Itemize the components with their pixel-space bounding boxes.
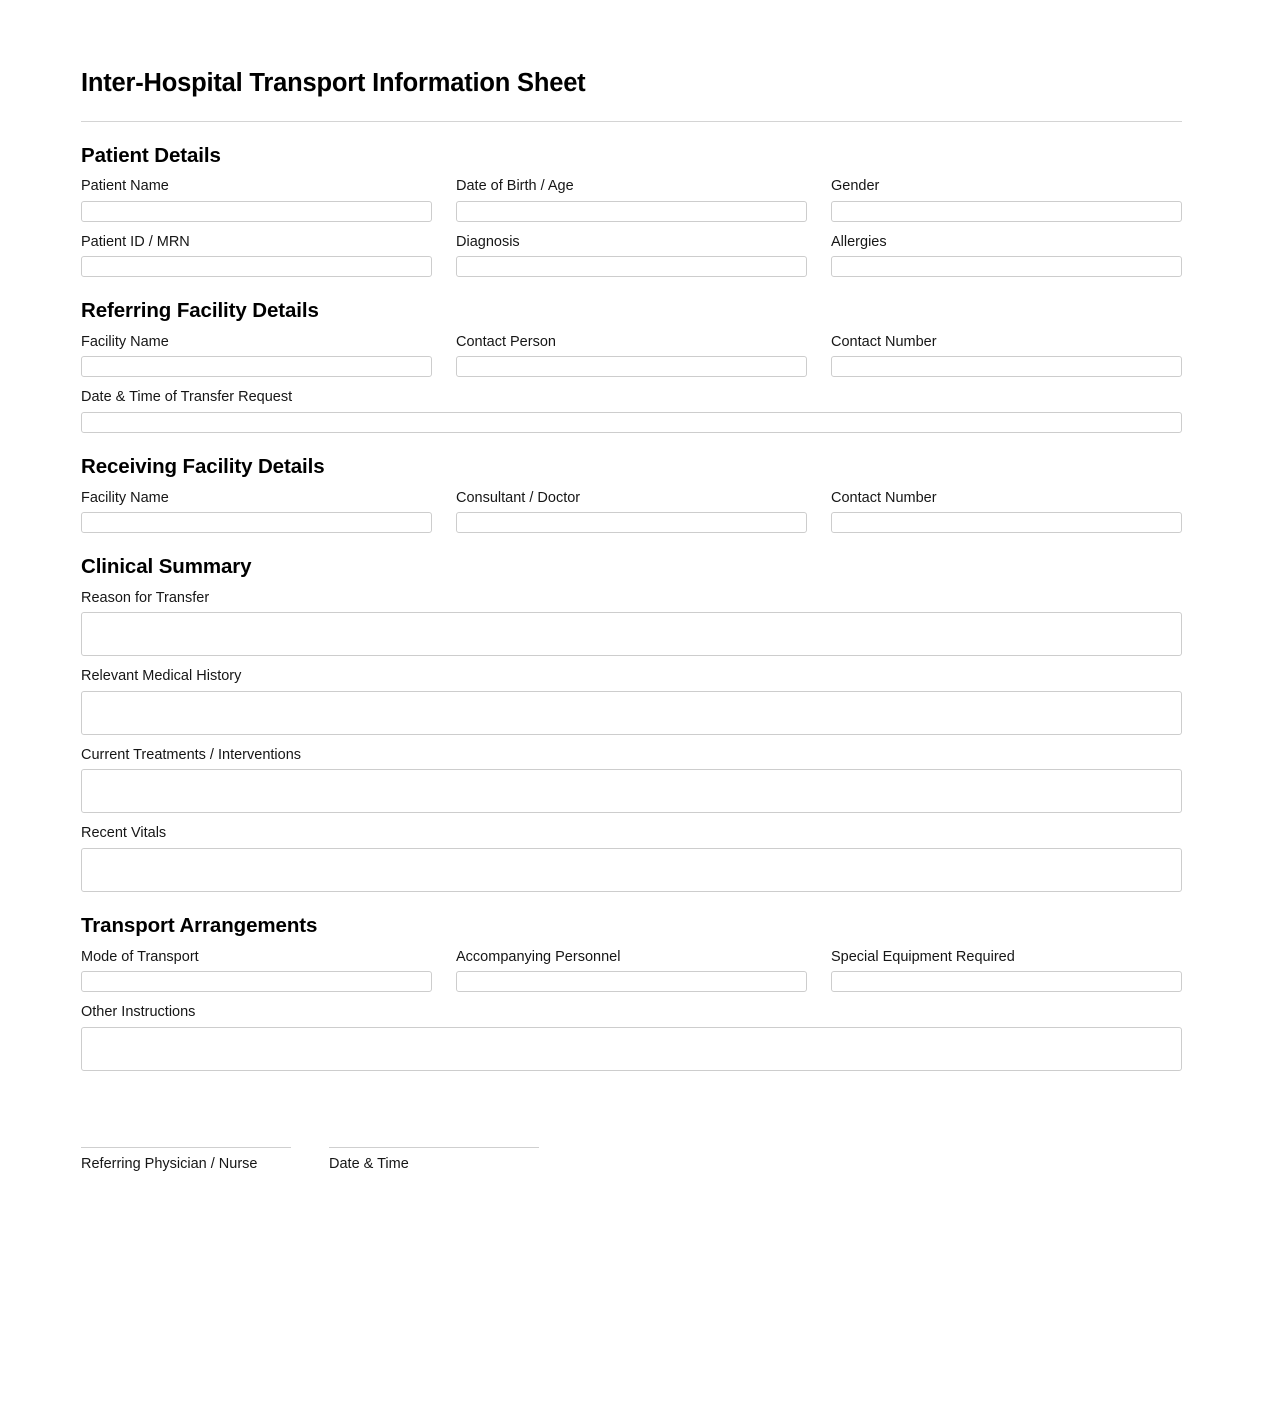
label-accompanying-personnel: Accompanying Personnel bbox=[456, 948, 621, 965]
input-receiving-contact-number[interactable] bbox=[831, 512, 1182, 533]
label-diagnosis: Diagnosis bbox=[456, 233, 520, 250]
field-row bbox=[81, 824, 1182, 892]
input-gender[interactable] bbox=[831, 201, 1182, 222]
section-heading-transport-arrangements: Transport Arrangements bbox=[81, 914, 318, 938]
input-recent-vitals[interactable] bbox=[81, 848, 1182, 892]
field-receiving-contact-number bbox=[831, 489, 1182, 534]
field-row bbox=[81, 1003, 1182, 1071]
field-relevant-medical-history bbox=[81, 667, 1182, 735]
field-receiving-facility-name bbox=[81, 489, 432, 534]
input-mode-of-transport[interactable] bbox=[81, 971, 432, 992]
label-mode-of-transport: Mode of Transport bbox=[81, 948, 199, 965]
input-current-treatments-interventions[interactable] bbox=[81, 769, 1182, 813]
field-row bbox=[81, 333, 1182, 378]
section-heading-referring-facility-details: Referring Facility Details bbox=[81, 299, 319, 323]
field-referring-facility-name bbox=[81, 333, 432, 378]
input-date-of-birth-age[interactable] bbox=[456, 201, 807, 222]
field-row bbox=[81, 589, 1182, 657]
input-transfer-request-datetime[interactable] bbox=[81, 412, 1182, 433]
label-current-treatments-interventions: Current Treatments / Interventions bbox=[81, 746, 302, 763]
field-row bbox=[81, 948, 1182, 993]
label-patient-id-mrn: Patient ID / MRN bbox=[81, 233, 190, 250]
field-row bbox=[81, 667, 1182, 735]
field-reason-for-transfer bbox=[81, 589, 1182, 657]
label-referring-contact-person: Contact Person bbox=[456, 333, 556, 350]
field-allergies bbox=[831, 233, 1182, 278]
label-allergies: Allergies bbox=[831, 233, 887, 250]
field-receiving-consultant-doctor bbox=[456, 489, 807, 534]
label-recent-vitals: Recent Vitals bbox=[81, 825, 167, 842]
input-relevant-medical-history[interactable] bbox=[81, 691, 1182, 735]
field-patient-name bbox=[81, 177, 432, 222]
field-recent-vitals bbox=[81, 824, 1182, 892]
label-transfer-request-datetime: Date & Time of Transfer Request bbox=[81, 389, 293, 406]
page-title: Inter-Hospital Transport Information Sheet bbox=[81, 69, 586, 97]
signature-label-signature-date-time: Date & Time bbox=[329, 1155, 409, 1172]
input-receiving-consultant-doctor[interactable] bbox=[456, 512, 807, 533]
input-other-instructions[interactable] bbox=[81, 1027, 1182, 1071]
label-reason-for-transfer: Reason for Transfer bbox=[81, 589, 210, 606]
section-receiving-facility-details bbox=[81, 455, 1182, 533]
label-date-of-birth-age: Date of Birth / Age bbox=[456, 178, 574, 195]
signature-referring-physician-nurse bbox=[81, 1147, 291, 1174]
label-relevant-medical-history: Relevant Medical History bbox=[81, 668, 242, 685]
label-receiving-consultant-doctor: Consultant / Doctor bbox=[456, 489, 581, 506]
field-transfer-request-datetime bbox=[81, 388, 1182, 433]
input-patient-name[interactable] bbox=[81, 201, 432, 222]
field-gender bbox=[831, 177, 1182, 222]
label-receiving-facility-name: Facility Name bbox=[81, 489, 169, 506]
signature-line-referring-physician-nurse[interactable] bbox=[81, 1147, 291, 1148]
section-transport-arrangements bbox=[81, 914, 1182, 1071]
input-diagnosis[interactable] bbox=[456, 256, 807, 277]
field-other-instructions bbox=[81, 1003, 1182, 1071]
field-row bbox=[81, 388, 1182, 433]
field-mode-of-transport bbox=[81, 948, 432, 993]
field-row bbox=[81, 177, 1182, 222]
field-special-equipment-required bbox=[831, 948, 1182, 993]
section-heading-receiving-facility-details: Receiving Facility Details bbox=[81, 455, 325, 479]
input-referring-facility-name[interactable] bbox=[81, 356, 432, 377]
form-sections bbox=[81, 144, 1182, 1071]
input-patient-id-mrn[interactable] bbox=[81, 256, 432, 277]
field-current-treatments-interventions bbox=[81, 746, 1182, 814]
input-reason-for-transfer[interactable] bbox=[81, 612, 1182, 656]
section-referring-facility-details bbox=[81, 299, 1182, 433]
field-date-of-birth-age bbox=[456, 177, 807, 222]
field-patient-id-mrn bbox=[81, 233, 432, 278]
signature-signature-date-time bbox=[329, 1147, 539, 1174]
input-special-equipment-required[interactable] bbox=[831, 971, 1182, 992]
input-referring-contact-number[interactable] bbox=[831, 356, 1182, 377]
field-row bbox=[81, 489, 1182, 534]
field-referring-contact-person bbox=[456, 333, 807, 378]
label-patient-name: Patient Name bbox=[81, 178, 169, 195]
label-referring-facility-name: Facility Name bbox=[81, 333, 169, 350]
label-receiving-contact-number: Contact Number bbox=[831, 489, 937, 506]
field-accompanying-personnel bbox=[456, 948, 807, 993]
input-referring-contact-person[interactable] bbox=[456, 356, 807, 377]
section-heading-clinical-summary: Clinical Summary bbox=[81, 555, 252, 579]
input-allergies[interactable] bbox=[831, 256, 1182, 277]
signature-label-referring-physician-nurse: Referring Physician / Nurse bbox=[81, 1155, 258, 1172]
field-referring-contact-number bbox=[831, 333, 1182, 378]
section-patient-details bbox=[81, 144, 1182, 278]
field-row bbox=[81, 746, 1182, 814]
signature-block bbox=[81, 1147, 1182, 1264]
input-accompanying-personnel[interactable] bbox=[456, 971, 807, 992]
section-heading-patient-details: Patient Details bbox=[81, 143, 221, 167]
label-referring-contact-number: Contact Number bbox=[831, 333, 937, 350]
field-diagnosis bbox=[456, 233, 807, 278]
label-special-equipment-required: Special Equipment Required bbox=[831, 948, 1015, 965]
field-row bbox=[81, 233, 1182, 278]
input-receiving-facility-name[interactable] bbox=[81, 512, 432, 533]
signature-line-signature-date-time[interactable] bbox=[329, 1147, 539, 1148]
section-clinical-summary bbox=[81, 555, 1182, 892]
label-gender: Gender bbox=[831, 178, 880, 195]
title-divider bbox=[81, 121, 1182, 122]
label-other-instructions: Other Instructions bbox=[81, 1004, 196, 1021]
